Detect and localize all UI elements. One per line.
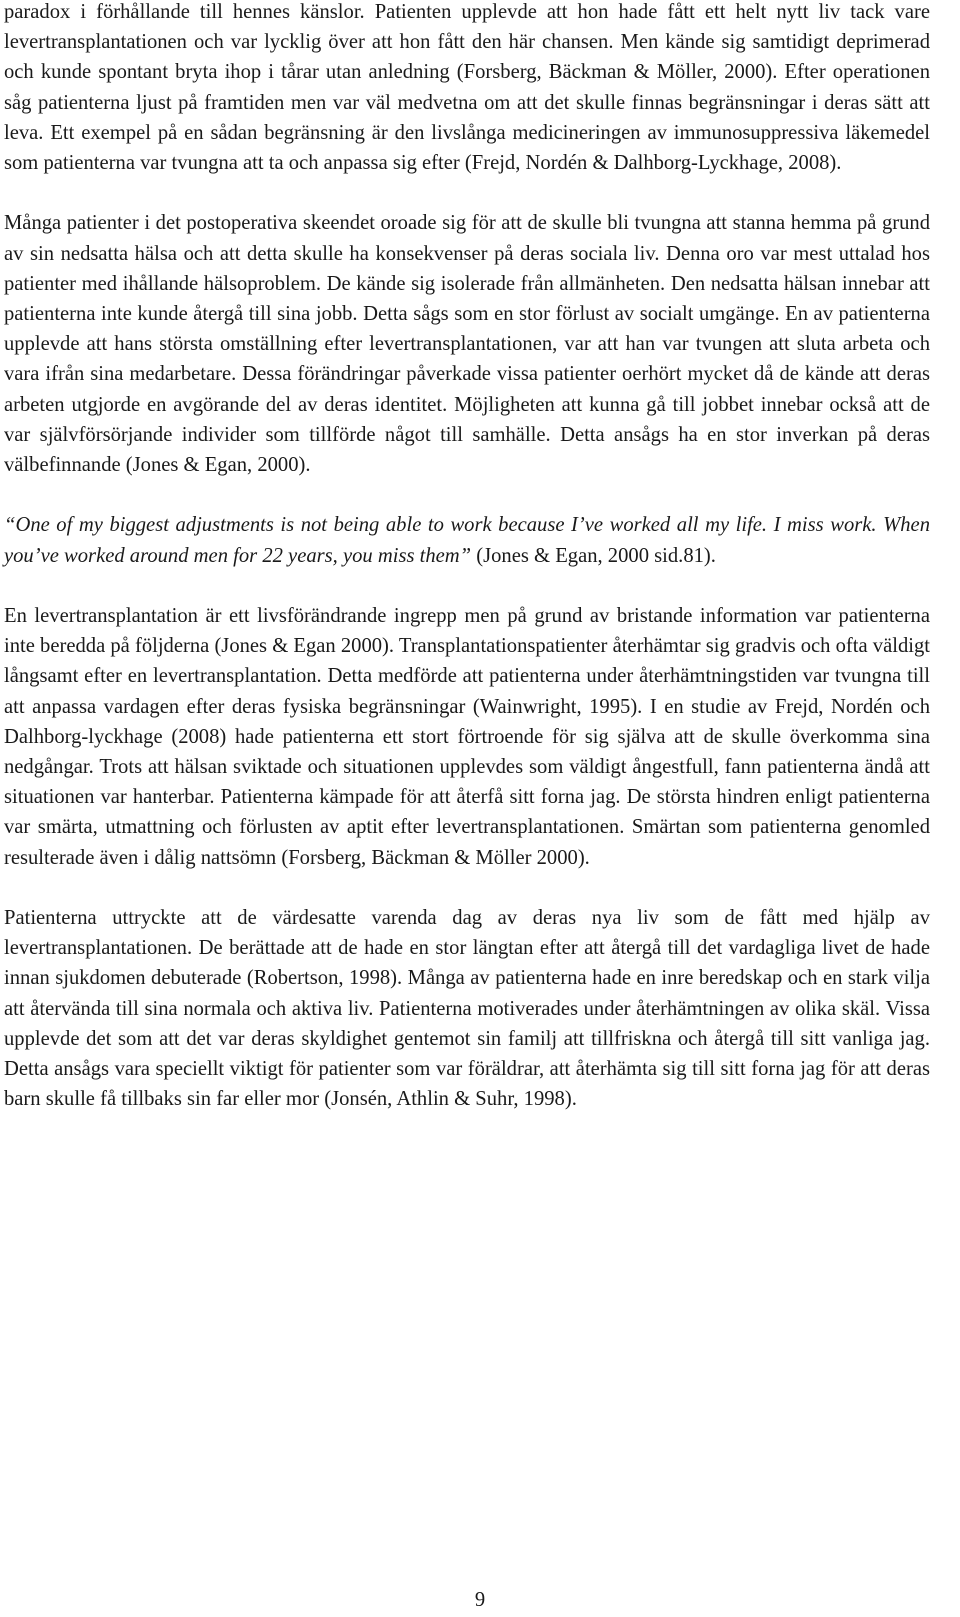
body-paragraph-1: paradox i förhållande till hennes känslor. Patienten upplevde att hon hade fått ett helt nytt liv tack vare levertransplantationen och var lycklig över att hon fått den här chansen. Men kände sig samtidigt deprimerad och kunde spontant bryta ihop i tårar utan anledning (Forsberg, Bäckman & Möller, 2000). Efter operationen såg patienterna ljust på framtiden men var väl medvetna om att det skulle finnas begränsningar i deras sätt att leva. Ett exempel på en sådan begränsning är den livslånga medicineringen av immunosuppressiva läkemedel som patienterna var tvungna att ta och anpassa sig efter (Frejd, Nordén & Dalhborg-Lyckhage, 2008). bbox=[4, 1, 930, 175]
quote-text: “One of my biggest adjustments is not being able to work because I’ve worked all my life. I miss work. When you’ve worked around men for 22 years, you miss them” bbox=[4, 514, 930, 567]
body-paragraph-3: En levertransplantation är ett livsförändrande ingrepp men på grund av bristande information var patienterna inte beredda på följderna (Jones & Egan 2000). Transplantationspatienter återhämtar sig gradvis och ofta väldigt långsamt efter en levertransplantation. Detta medförde att patienterna under återhämtningstiden var tvungna till att anpassa vardagen efter deras fysiska begränsningar (Wainwright, 1995). I en studie av Frejd, Nordén och Dalhborg-lyckhage (2008) hade patienterna ett stort förtroende för sig själva att de skulle överkomma sina nedgångar. Trots att hälsan sviktade och situationen upplevdes som väldigt ångestfull, fann patienterna ändå att situationen var hanterbar. Patienterna kämpade för att återfå sitt forna jag. De största hindren enligt patienterna var smärta, utmattning och förlusten av aptit efter levertransplantationen. Smärtan som patienterna genomled resulterade även i dålig nattsömn (Forsberg, Bäckman & Möller 2000). bbox=[4, 605, 930, 869]
body-paragraph-2: Många patienter i det postoperativa skeendet oroade sig för att de skulle bli tvungna att stanna hemma på grund av sin nedsatta hälsa och att detta skulle ha konsekvenser på deras sociala liv. Denna oro var mest uttalad hos patienter med ihållande hälsoproblem. De kände sig isolerade från allmänheten. Den nedsatta hälsan innebar att patienterna inte kunde återgå till sina jobb. Detta sågs som en stor förlust av socialt umgänge. En av patienterna upplevde att hans största omställning efter levertransplantationen, var att han var tvungen att sluta arbeta och vara ifrån sina medarbetare. Dessa förändringar påverkade vissa patienter oerhört mycket då de kände att deras arbeten utgjorde en avgörande del av deras identitet. Möjligheten att kunna gå till jobbet innebar också att de var självförsörjande individer som tillförde något till samhälle. Detta ansågs ha en stor inverkan på deras välbefinnande (Jones & Egan, 2000). bbox=[4, 212, 930, 477]
body-paragraph-4: Patienterna uttryckte att de värdesatte varenda dag av deras nya liv som de fått med hjälp av levertransplantationen. De berättade att de hade en stor längtan efter att återgå till det vardagliga livet de hade innan sjukdomen debuterade (Robertson, 1998). Många av patienterna hade en inre beredskap och en stark vilja att återvända till sina normala och aktiva liv. Patienterna motiverades under återhämtningen av olika skäl. Vissa upplevde det som att det var deras skyldighet gentemot sin familj att tillfriskna och återgå till sitt vanliga jag. Detta ansågs vara speciellt viktigt för patienter som var föräldrar, att återhämta sig till sitt forna jag för att deras barn skulle få tillbaks sin far eller mor (Jonsén, Athlin & Suhr, 1998). bbox=[4, 907, 930, 1111]
quote-citation: (Jones & Egan, 2000 sid.81). bbox=[471, 544, 716, 567]
block-quote bbox=[4, 510, 930, 570]
page-number: 9 bbox=[474, 1589, 486, 1611]
